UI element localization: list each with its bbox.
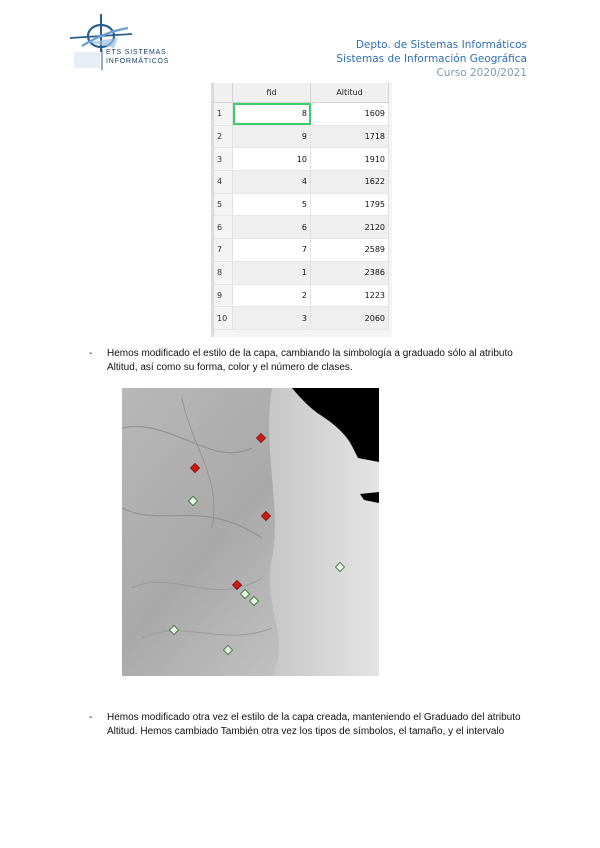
cell-fid[interactable]: 8 bbox=[233, 103, 311, 126]
column-header-altitud[interactable]: Altitud bbox=[311, 83, 389, 103]
cell-altitud[interactable]: 1609 bbox=[311, 103, 389, 126]
table-row[interactable] bbox=[214, 239, 389, 262]
logo-text: ETS SISTEMAS INFORMÁTICOS bbox=[106, 49, 170, 65]
cell-altitud[interactable]: 2386 bbox=[311, 261, 389, 284]
subject-title: Sistemas de Información Geográfica bbox=[336, 53, 527, 65]
cell-altitud[interactable]: 1718 bbox=[311, 125, 389, 148]
row-number[interactable]: 1 bbox=[214, 103, 233, 126]
paragraph-1: Hemos modificado el estilo de la capa, cambiando la simbología a graduado sólo al atributo Altitud, así como su forma, color y el número de clases. bbox=[107, 348, 513, 373]
attribute-table bbox=[211, 83, 392, 337]
cell-altitud[interactable]: 1795 bbox=[311, 193, 389, 216]
cell-fid[interactable]: 5 bbox=[233, 193, 311, 216]
row-number[interactable]: 4 bbox=[214, 171, 233, 194]
course-title: Curso 2020/2021 bbox=[436, 67, 527, 79]
table-row[interactable] bbox=[214, 216, 389, 239]
cell-altitud[interactable]: 2589 bbox=[311, 239, 389, 262]
table-row[interactable] bbox=[214, 148, 389, 171]
cell-altitud[interactable]: 2060 bbox=[311, 307, 389, 330]
row-number[interactable]: 8 bbox=[214, 261, 233, 284]
cell-fid[interactable]: 9 bbox=[233, 125, 311, 148]
row-number[interactable]: 5 bbox=[214, 193, 233, 216]
row-number[interactable]: 7 bbox=[214, 239, 233, 262]
document-header bbox=[336, 38, 527, 80]
list-item: - Hemos modificado otra vez el estilo de la capa creada, manteniendo el Graduado del atributo Altitud. Hemos cambiado También otra vez los tipos de símbolos, el tamaño, y el intervalo bbox=[89, 712, 521, 737]
list-item: - Hemos modificado el estilo de la capa, cambiando la simbología a graduado sólo al atributo Altitud, así como su forma, color y el número de clases. bbox=[89, 348, 513, 373]
table-row[interactable] bbox=[214, 261, 389, 284]
cell-fid[interactable]: 10 bbox=[233, 148, 311, 171]
row-header-corner bbox=[214, 83, 233, 103]
cell-fid[interactable]: 6 bbox=[233, 216, 311, 239]
cell-fid[interactable]: 4 bbox=[233, 171, 311, 194]
cell-altitud[interactable]: 1622 bbox=[311, 171, 389, 194]
table-row[interactable] bbox=[214, 171, 389, 194]
paragraph-2: Hemos modificado otra vez el estilo de la capa creada, manteniendo el Graduado del atributo Altitud. Hemos cambiado También otra vez los tipos de símbolos, el tamaño, y el intervalo bbox=[107, 712, 521, 737]
department-title: Depto. de Sistemas Informáticos bbox=[355, 39, 527, 51]
row-number[interactable]: 9 bbox=[214, 284, 233, 307]
table-row[interactable] bbox=[214, 193, 389, 216]
row-number[interactable]: 10 bbox=[214, 307, 233, 330]
cell-altitud[interactable]: 2120 bbox=[311, 216, 389, 239]
row-number[interactable]: 2 bbox=[214, 125, 233, 148]
table-row[interactable] bbox=[214, 125, 389, 148]
row-number[interactable]: 6 bbox=[214, 216, 233, 239]
column-header-fid[interactable]: fid bbox=[233, 83, 311, 103]
dem-map bbox=[122, 388, 379, 676]
cell-altitud[interactable]: 1910 bbox=[311, 148, 389, 171]
cell-altitud[interactable]: 1223 bbox=[311, 284, 389, 307]
table-row[interactable] bbox=[214, 307, 389, 330]
cell-fid[interactable]: 3 bbox=[233, 307, 311, 330]
cell-fid[interactable]: 1 bbox=[233, 261, 311, 284]
cell-fid[interactable]: 2 bbox=[233, 284, 311, 307]
row-number[interactable]: 3 bbox=[214, 148, 233, 171]
table-row[interactable] bbox=[214, 284, 389, 307]
cell-fid[interactable]: 7 bbox=[233, 239, 311, 262]
table-row[interactable] bbox=[214, 103, 389, 126]
